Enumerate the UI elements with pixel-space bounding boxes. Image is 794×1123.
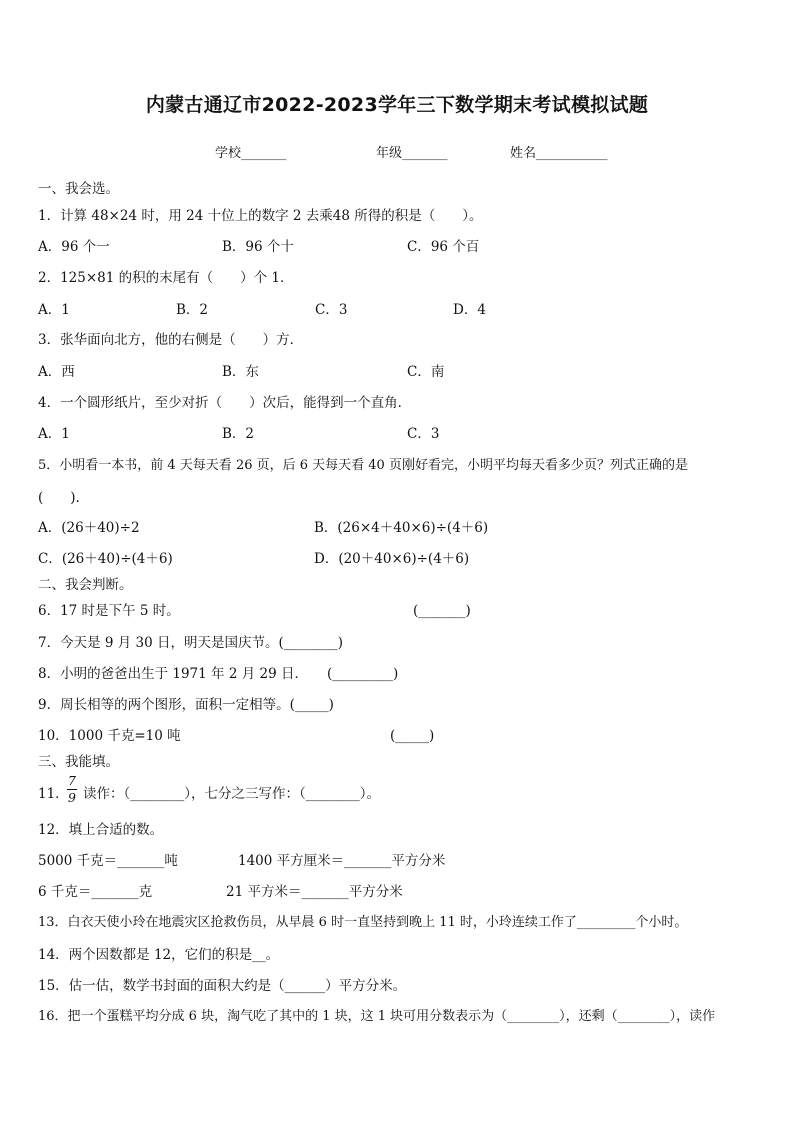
school-field: 学校_______ [215, 146, 287, 161]
grade-field: 年级_______ [376, 146, 448, 161]
q1-option-b: B．96 个十 [222, 239, 294, 255]
name-field: 姓名___________ [510, 146, 608, 161]
question-12: 12．填上合适的数。 [38, 822, 164, 838]
q3-option-c: C．南 [407, 364, 445, 380]
q5-option-c: C．(26＋40)÷(4＋6) [38, 551, 173, 567]
section-heading-judge: 二、我会判断。 [38, 577, 133, 593]
question-8: 8．小明的爸爸出生于 1971 年 2 月 29 日． [38, 666, 308, 682]
q1-option-a: A．96 个一 [38, 239, 110, 255]
q5-option-b: B．(26×4＋40×6)÷(4＋6) [314, 520, 489, 536]
q8-blank: (_________) [327, 666, 399, 682]
page-title: 内蒙古通辽市2022-2023学年三下数学期末考试模拟试题 [145, 94, 649, 116]
q2-option-b: B．2 [176, 302, 209, 318]
q2-option-c: C．3 [315, 302, 348, 318]
q12-blank-2: 1400 平方厘米＝_______平方分米 [238, 853, 446, 869]
q1-option-c: C．96 个百 [407, 239, 480, 255]
question-9: 9．周长相等的两个图形，面积一定相等。(_____) [38, 697, 334, 713]
q4-option-b: B．2 [222, 426, 255, 442]
question-10: 10．1000 千克=10 吨 [38, 728, 181, 744]
question-3: 3．张华面向北方，他的右侧是（ ）方． [38, 332, 304, 348]
question-1: 1．计算 48×24 时，用 24 十位上的数字 2 去乘48 所得的积是（ ）。 [38, 208, 483, 224]
q6-blank: (_______) [413, 603, 471, 619]
q5-option-d: D．(20＋40×6)÷(4＋6) [314, 551, 470, 567]
q12-blank-4: 21 平方米＝_______平方分米 [226, 884, 403, 900]
q12-blank-3: 6 千克＝_______克 [38, 884, 153, 900]
q3-option-b: B．东 [222, 364, 259, 380]
q4-option-c: C．3 [407, 426, 440, 442]
question-6: 6．17 时是下午 5 时。 [38, 603, 180, 619]
question-5-bracket: ( ). [38, 490, 80, 506]
section-heading-fill: 三、我能填。 [38, 754, 119, 770]
q2-option-a: A．1 [38, 302, 70, 318]
q10-blank: (_____) [390, 728, 435, 744]
q2-option-d: D．4 [453, 302, 486, 318]
question-5: 5．小明看一本书，前 4 天每天看 26 页，后 6 天每天看 40 页刚好看完，小明平均每天看多少页？列式正确的是 [38, 458, 688, 473]
question-16: 16．把一个蛋糕平均分成 6 块，淘气吃了其中的 1 块，这 1 块可用分数表示为（________），还剩（________），读作 [38, 1009, 716, 1024]
q4-option-a: A．1 [38, 426, 70, 442]
question-11: 读作：（________），七分之三写作：（________）。 [83, 786, 380, 802]
question-11-number: 11． [38, 786, 69, 802]
fraction-seven-ninths [67, 774, 77, 805]
q12-blank-1: 5000 千克＝_______吨 [38, 853, 178, 869]
fraction-numerator: 7 [68, 773, 76, 788]
q3-option-a: A．西 [38, 364, 75, 380]
question-13: 13．白衣天使小玲在地震灾区抢救伤员，从早晨 6 时一直坚持到晚上 11 时，小玲连续工作了_________个小时。 [38, 915, 688, 930]
question-7: 7．今天是 9 月 30 日，明天是国庆节。(________) [38, 635, 344, 651]
section-heading-choice: 一、我会选。 [38, 181, 119, 197]
question-14: 14．两个因数都是 12，它们的积是__。 [38, 947, 280, 963]
fraction-denominator: 9 [68, 790, 76, 805]
q5-option-a: A．(26＋40)÷2 [38, 520, 140, 536]
question-4: 4．一个圆形纸片，至少对折（ ）次后，能得到一个直角． [38, 395, 412, 411]
question-2: 2．125×81 的积的末尾有（ ）个 1． [38, 270, 294, 286]
question-15: 15．估一估，数学书封面的面积大约是（______）平方分米。 [38, 978, 407, 994]
